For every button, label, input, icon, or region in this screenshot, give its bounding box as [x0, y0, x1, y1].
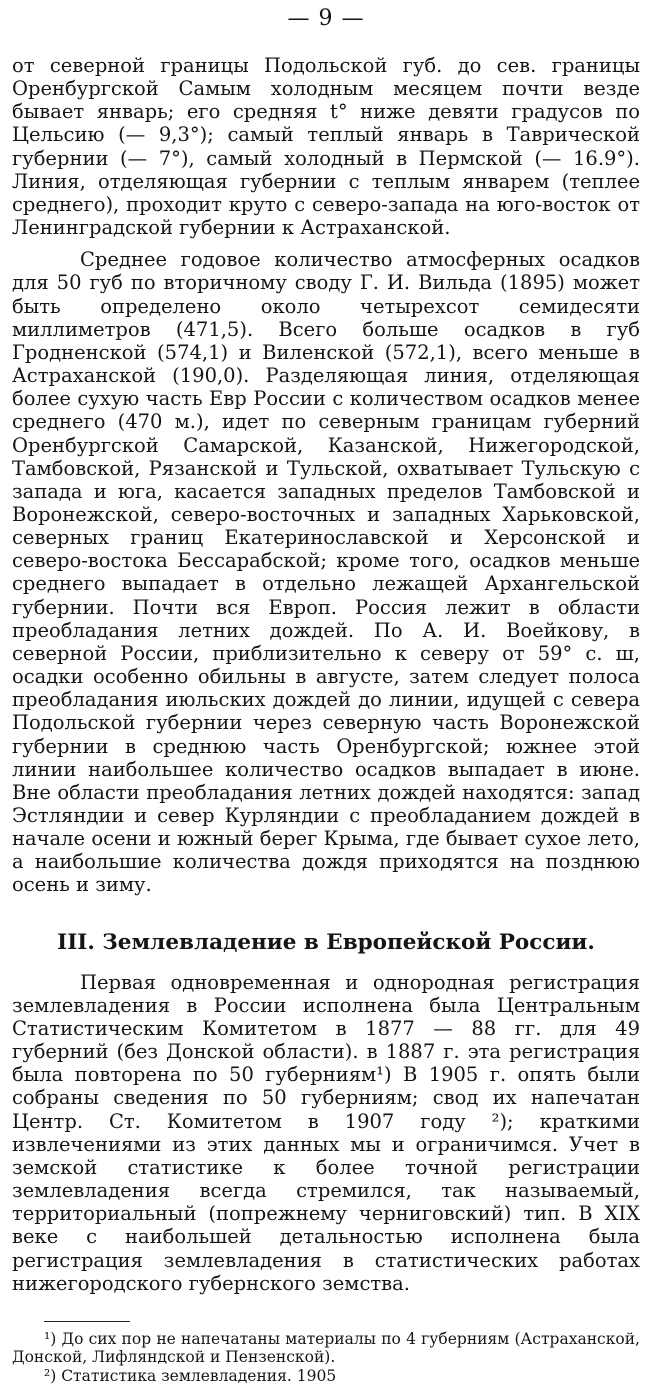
- page-number: — 9 —: [287, 6, 365, 31]
- footnote-1: ¹) До сих пор не напечатаны материалы по 4 губерниям (Астраханской, Донской, Лифляндской и Пензенской).: [12, 1329, 640, 1367]
- paragraph-climate-january: от северной границы Подольской губ. до сев. границы Оренбургской Самым холодным месяцем почти везде бывает январь; его средняя t° ниже девяти градусов по Цельсию (— 9,3°); самый теплый январь в Таврической губернии (— 7°), самый холодный в Пермской (— 16.9°). Линия, отделяющая губернии с теплым январем (теплее среднего), проходит круто с северо-запада на юго-восток от Ленинградской губернии к Астраханской.: [12, 54, 640, 240]
- section-heading: III. Землевладение в Европейской России.: [57, 929, 595, 955]
- footnote-2: ²) Статистика землевладения. 1905: [44, 1366, 337, 1385]
- paragraph-land-ownership: Первая одновременная и однородная регистрация землевладения в России исполнена была Центральным Статистическим Комитетом в 1877 — 88 гг. для 49 губерний (без Донской области). в 1887 г. эта регистрация была повторена по 50 губерниям¹) В 1905 г. опять были собраны сведения по 50 губерниям; свод их напечатан Центр. Ст. Комитетом в 1907 году ²); краткими извлечениями из этих данных мы и ограничимся. Учет в земской статистике к более точной регистрации землевладения всегда стремился, так называемый, территориальный (попрежнему черниговский) тип. В XIX веке с наибольшей детальностью исполнена была регистрация землевладения в статистических работах нижегородского губернского земства.: [12, 970, 640, 1295]
- footnote-divider: [44, 1321, 130, 1322]
- paragraph-precipitation: Среднее годовое количество атмосферных осадков для 50 губ по вторичному своду Г. И. Вильда (1895) может быть определено около четырехсот семидесяти миллиметров (471,5). Всего больше осадков в губ Гродненской (574,1) и Виленской (572,1), всего меньше в Астраханской (190,0). Разделяющая линия, отделяющая более сухую часть Евр России с количеством осадков менее среднего (470 м.), идет по северным границам губерний Оренбургской Самарской, Казанской, Нижегородской, Тамбовской, Рязанской и Тульской, охватывает Тульскую с запада и юга, касается западных пределов Тамбовской и Воронежской, северо-восточных и западных Харьковской, северных границ Екатеринославской и Херсонской и северо-востока Бессарабской; кроме того, осадков меньше среднего выпадает в отдельно лежащей Архангельской губернии. Почти вся Европ. Россия лежит в области преобладания летних дождей. По А. И. Воейкову, в северной России, приблизительно к северу от 59° с. ш, осадки особенно обильны в августе, затем следует полоса преобладания июльских дождей до линии, идущей с севера Подольской губернии через северную часть Воронежской губернии в среднюю часть Оренбургской; южнее этой линии наибольшее количество осадков выпадает в июне. Вне области преобладания летних дождей находятся: запад Эстляндии и север Курляндии с преобладанием дождей в начале осени и южный берег Крыма, где бывает сухое лето, а наибольшие количества дождя приходятся на позднюю осень и зиму.: [12, 248, 640, 897]
